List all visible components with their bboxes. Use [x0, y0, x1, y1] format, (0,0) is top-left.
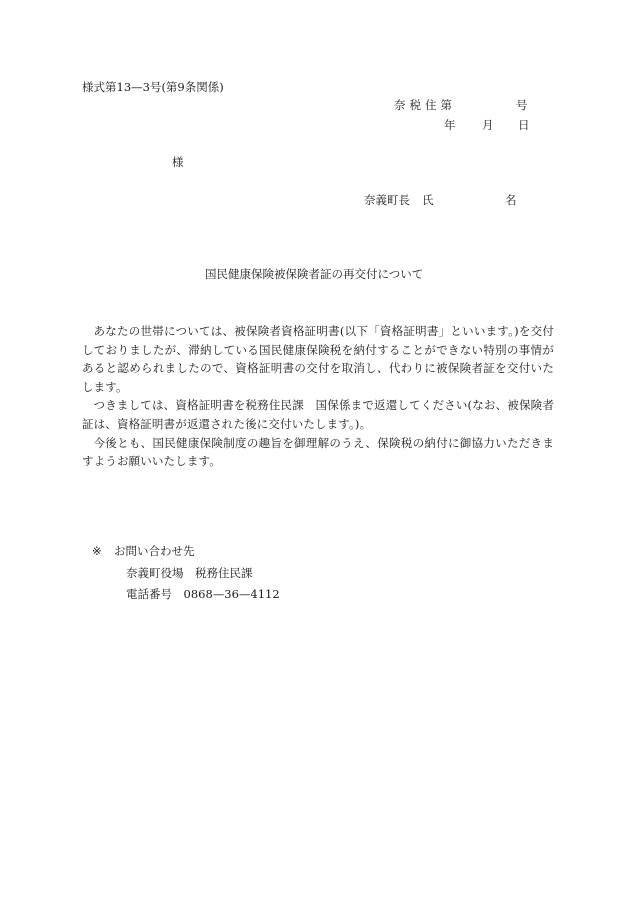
- issuer-title: 奈義町長: [364, 193, 410, 207]
- date-month-label: 月: [482, 118, 494, 132]
- recipient-honorific: 様: [172, 155, 184, 169]
- reference-mark: ※: [92, 544, 102, 558]
- issuer-name-suffix: 名: [505, 193, 517, 207]
- document-number-prefix: 奈税住第: [394, 98, 456, 112]
- contact-office: 奈義町役場 税務住民課: [126, 565, 253, 580]
- date-day-label: 日: [518, 118, 530, 132]
- issuer-name-prefix: 氏: [422, 193, 434, 207]
- body-paragraph: 今後とも、国民健康保険制度の趣旨を御理解のうえ、保険税の納付に御協力いただきますようお願いいたします。: [82, 435, 554, 469]
- body-text: [82, 322, 554, 471]
- body-paragraph: あなたの世帯については、被保険者資格証明書(以下「資格証明書」といいます。)を交付しておりましたが、滞納している国民健康保険税を納付することができない特別の事情があると認められましたので、資格証明書の交付を取消し、代わりに被保険者証を交付いたします。: [82, 324, 554, 394]
- document-number-suffix: 号: [516, 98, 528, 112]
- date-year-label: 年: [444, 118, 456, 132]
- form-number: 様式第13—3号(第9条関係): [82, 80, 224, 94]
- contact-heading: お問い合わせ先: [114, 544, 195, 558]
- contact-phone: 電話番号 0868—36—4112: [126, 587, 280, 601]
- body-paragraph: つきましては、資格証明書を税務住民課 国保係まで返還してください(なお、被保険者証は、資格証明書が返還された後に交付いたします。)。: [82, 398, 554, 431]
- document-title: 国民健康保険被保険者証の再交付について: [205, 267, 424, 281]
